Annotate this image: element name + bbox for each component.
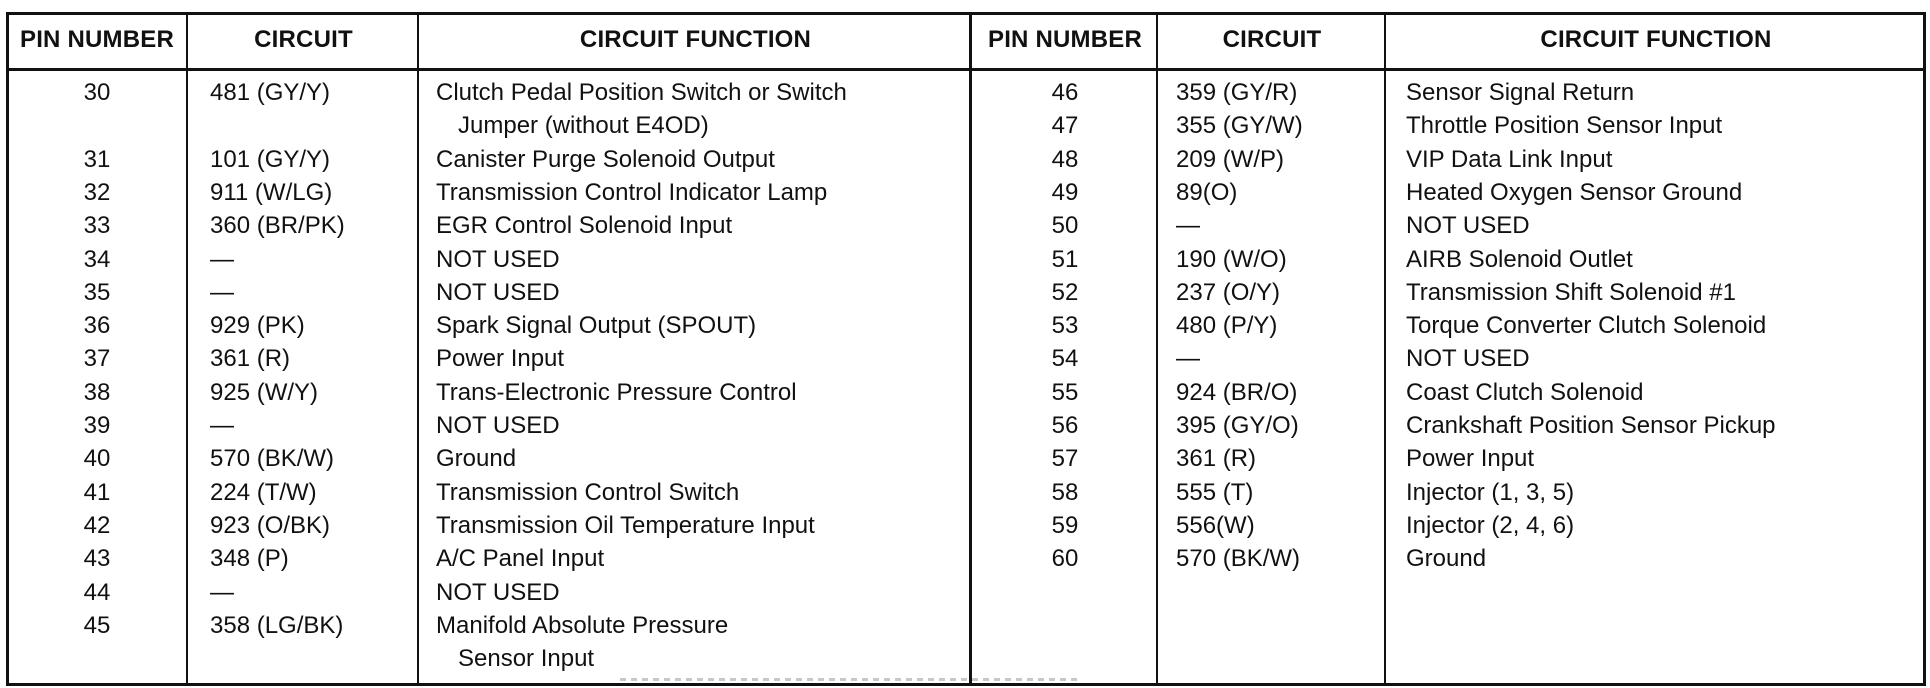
header-pin-number-left: PIN NUMBER — [19, 26, 174, 53]
circuit-code: 355 (GY/W) — [1176, 112, 1303, 140]
circuit-function: Crankshaft Position Sensor Pickup — [1406, 412, 1776, 439]
circuit-code: 89(O) — [1176, 178, 1238, 206]
circuit-function: A/C Panel Input — [436, 545, 605, 573]
circuit-function: AIRB Solenoid Outlet — [1406, 245, 1633, 273]
header-divider — [6, 68, 1926, 71]
pin-number: 53 — [1051, 312, 1079, 340]
pin-number: 45 — [83, 611, 111, 639]
pin-number: 46 — [1051, 79, 1079, 106]
circuit-code: 480 (P/Y) — [1176, 312, 1278, 340]
pin-number: 43 — [83, 545, 111, 573]
circuit-function: Manifold Absolute Pressure — [436, 611, 729, 639]
circuit-function: VIP Data Link Input — [1406, 145, 1613, 173]
pin-number: 41 — [83, 478, 111, 506]
circuit-code: 224 (T/W) — [210, 478, 317, 506]
scan-artifact — [620, 678, 1080, 681]
circuit-function: Heated Oxygen Sensor Ground — [1406, 178, 1743, 206]
circuit-code: — — [210, 278, 234, 306]
circuit-function: Transmission Shift Solenoid #1 — [1406, 278, 1736, 306]
circuit-function: EGR Control Solenoid Input — [436, 212, 733, 240]
pin-number: 32 — [83, 178, 111, 206]
circuit-code: 923 (O/BK) — [210, 511, 331, 539]
circuit-function: NOT USED — [436, 278, 560, 306]
circuit-function: Coast Clutch Solenoid — [1406, 378, 1644, 406]
header-pin-number-right: PIN NUMBER — [987, 26, 1142, 53]
circuit-code: 929 (PK) — [210, 312, 305, 340]
pin-number: 47 — [1051, 112, 1079, 140]
header-circuit-function-left: CIRCUIT FUNCTION — [579, 26, 812, 53]
pin-number: 59 — [1051, 511, 1079, 539]
circuit-function: Throttle Position Sensor Input — [1406, 112, 1723, 140]
circuit-code: 101 (GY/Y) — [210, 145, 331, 173]
pin-number: 52 — [1051, 278, 1079, 306]
circuit-function: Transmission Oil Temperature Input — [436, 511, 815, 539]
pin-number: 57 — [1051, 445, 1079, 473]
circuit-function: NOT USED — [1406, 212, 1530, 240]
pin-number: 42 — [83, 511, 111, 539]
pin-number: 60 — [1051, 545, 1079, 573]
circuit-function: Injector (1, 3, 5) — [1406, 478, 1575, 506]
circuit-code: 360 (BR/PK) — [210, 212, 345, 240]
circuit-function: NOT USED — [1406, 345, 1530, 373]
pin-number: 36 — [83, 312, 111, 340]
circuit-code: 395 (GY/O) — [1176, 412, 1299, 439]
circuit-function: Injector (2, 4, 6) — [1406, 511, 1575, 539]
circuit-code: — — [210, 578, 234, 606]
circuit-code: — — [210, 245, 234, 273]
circuit-function: Trans-Electronic Pressure Control — [436, 378, 797, 406]
circuit-code: 555 (T) — [1176, 478, 1254, 506]
circuit-code: 570 (BK/W) — [1176, 545, 1301, 573]
circuit-code: 237 (O/Y) — [1176, 278, 1281, 306]
circuit-code: 190 (W/O) — [1176, 245, 1287, 273]
circuit-code: 481 (GY/Y) — [210, 79, 331, 106]
circuit-function: Power Input — [436, 345, 565, 373]
circuit-code: 361 (R) — [1176, 445, 1257, 473]
circuit-function: Canister Purge Solenoid Output — [436, 145, 775, 173]
circuit-code: 911 (W/LG) — [210, 178, 333, 206]
pin-number: 48 — [1051, 145, 1079, 173]
circuit-function: Transmission Control Switch — [436, 478, 740, 506]
pin-number: 35 — [83, 278, 111, 306]
circuit-function: NOT USED — [436, 412, 560, 439]
pin-number: 33 — [83, 212, 111, 240]
circuit-function: NOT USED — [436, 245, 560, 273]
pin-number: 49 — [1051, 178, 1079, 206]
pin-number: 50 — [1051, 212, 1079, 240]
pin-number: 31 — [83, 145, 111, 173]
header-circuit-left: CIRCUIT — [254, 26, 353, 53]
pin-number: 51 — [1051, 245, 1079, 273]
circuit-function: Power Input — [1406, 445, 1535, 473]
pin-number: 30 — [83, 79, 111, 106]
circuit-code: — — [1176, 212, 1200, 240]
circuit-code: — — [210, 412, 234, 439]
header-circuit-right: CIRCUIT — [1222, 26, 1322, 53]
circuit-function: Transmission Control Indicator Lamp — [436, 178, 828, 206]
circuit-code: 924 (BR/O) — [1176, 378, 1298, 406]
pin-number: 54 — [1051, 345, 1079, 373]
pin-number: 55 — [1051, 378, 1079, 406]
circuit-function: Torque Converter Clutch Solenoid — [1406, 312, 1767, 340]
circuit-function: NOT USED — [436, 578, 560, 606]
pin-number: 34 — [83, 245, 111, 273]
pin-number: 40 — [83, 445, 111, 473]
pin-table — [6, 12, 1926, 686]
pin-number: 58 — [1051, 478, 1079, 506]
circuit-function: Sensor Signal Return — [1406, 79, 1635, 106]
pin-number: 44 — [83, 578, 111, 606]
pin-number: 37 — [83, 345, 111, 373]
circuit-function: Ground — [436, 445, 517, 473]
pin-number: 56 — [1051, 412, 1079, 439]
pin-number: 38 — [83, 378, 111, 406]
pin-number: 39 — [83, 412, 111, 439]
circuit-function: Clutch Pedal Position Switch or Switch — [436, 79, 847, 106]
circuit-code: 358 (LG/BK) — [210, 611, 344, 639]
circuit-code: 361 (R) — [210, 345, 291, 373]
circuit-code: 209 (W/P) — [1176, 145, 1285, 173]
circuit-function: Spark Signal Output (SPOUT) — [436, 312, 757, 340]
circuit-function: Sensor Input — [458, 645, 595, 673]
circuit-code: 925 (W/Y) — [210, 378, 319, 406]
circuit-code: 348 (P) — [210, 545, 289, 573]
circuit-code: — — [1176, 345, 1200, 373]
circuit-code: 556(W) — [1176, 511, 1255, 539]
circuit-function: Ground — [1406, 545, 1487, 573]
circuit-function: Jumper (without E4OD) — [458, 112, 709, 140]
header-circuit-function-right: CIRCUIT FUNCTION — [1540, 26, 1772, 53]
circuit-code: 359 (GY/R) — [1176, 79, 1298, 106]
circuit-code: 570 (BK/W) — [210, 445, 335, 473]
